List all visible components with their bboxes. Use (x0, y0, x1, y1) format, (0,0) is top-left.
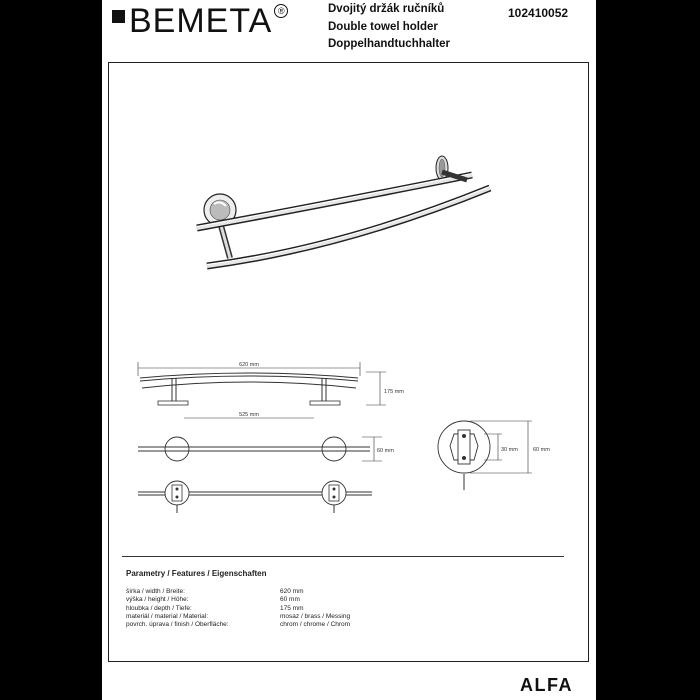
param-label: materiál / material / Material: (126, 612, 208, 620)
product-illustration (197, 156, 490, 266)
dim-plate-inner: 30 mm (501, 447, 518, 453)
back-view-drawing (138, 481, 372, 513)
param-value: chrom / chrome / Chrom (280, 621, 351, 629)
param-value: 60 mm (280, 596, 300, 604)
param-label: výška / height / Höhe: (126, 596, 189, 604)
param-row (126, 596, 526, 604)
param-value: 620 mm (280, 588, 304, 595)
parameters-section (126, 569, 526, 629)
dim-depth: 175 mm (384, 389, 404, 395)
section-divider (122, 556, 564, 557)
top-view-drawing (138, 362, 404, 418)
title-cz: Dvojitý držák ručníků (328, 3, 445, 15)
title-de: Doppelhandtuchhalter (328, 38, 451, 50)
param-label: hloubka / depth / Tiefe: (126, 604, 192, 612)
registered-mark: ® (274, 4, 288, 18)
parameters-title: Parametry / Features / Eigenschaften (126, 569, 267, 578)
param-row (126, 605, 526, 613)
dim-height-front: 60 mm (377, 448, 394, 454)
wall-plate-drawing (438, 421, 550, 490)
model-name: ALFA (520, 675, 573, 695)
logo-text: BEMETA (129, 2, 273, 40)
param-row (126, 588, 526, 596)
dim-width-inner: 525 mm (239, 412, 259, 418)
title-en: Double towel holder (328, 20, 438, 33)
product-code: 102410052 (508, 6, 569, 20)
param-value: 175 mm (280, 604, 304, 612)
param-label: šírka / width / Breite: (126, 588, 185, 595)
dim-plate-outer: 60 mm (533, 447, 550, 453)
param-row (126, 613, 526, 621)
param-value: mosaz / brass / Messing (280, 612, 351, 620)
front-view-drawing (138, 437, 394, 461)
param-label: povrch. úprava / finish / Oberfläche: (126, 621, 229, 629)
param-row (126, 621, 526, 629)
dim-width-total: 620 mm (239, 362, 259, 368)
spec-sheet (102, 0, 596, 700)
